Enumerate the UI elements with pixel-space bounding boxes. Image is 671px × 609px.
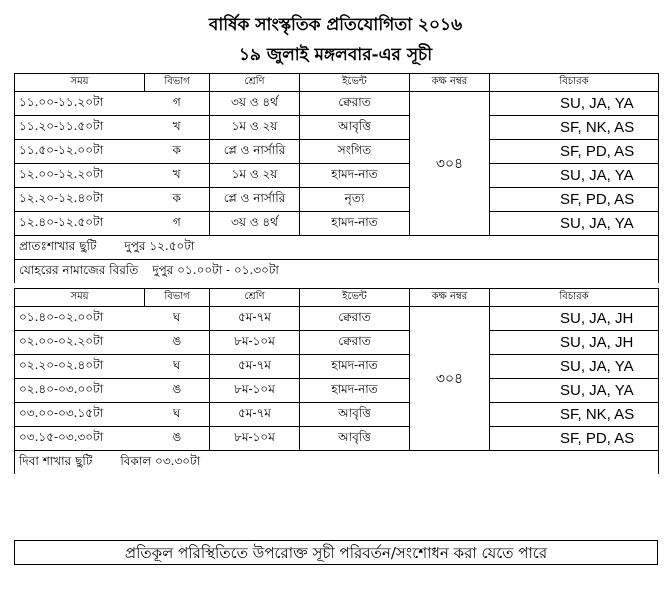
judges-cell: SF, NK, AS [490,403,659,427]
break-time: বিকাল ০৩.৩০টা [120,453,201,468]
table-row [15,212,659,236]
table-row [15,140,659,164]
header-time: সময় [15,74,145,92]
judges-cell: SU, JA, YA [490,379,659,403]
break-time: দুপুর ১২.৫০টা [124,238,195,253]
header-room: কক্ষ নম্বর [410,74,490,92]
class-cell: ৫ম-৭ম [210,355,300,379]
judges-cell: SU, JA, YA [490,212,659,236]
judges-cell: SU, JA, JH [490,331,659,355]
morning-schedule-table [14,73,659,283]
division-cell: গ [145,212,210,236]
time-cell: ০১.৪০-০২.০০টা [15,307,145,331]
judges-cell: SF, PD, AS [490,140,659,164]
division-cell: ক [145,140,210,164]
event-cell: ক্বেরাত [300,331,410,355]
table-row [15,164,659,188]
event-cell: আবৃত্তি [300,116,410,140]
division-cell: খ [145,116,210,140]
judges-cell: SU, JA, JH [490,307,659,331]
afternoon-schedule-table [14,288,659,474]
table-row [15,116,659,140]
header-class: শ্রেণি [210,289,300,307]
time-cell: ১১.৫০-১২.০০টা [15,140,145,164]
room-cell: ৩০৪ [410,307,490,451]
prayer-break-cell [15,260,659,284]
division-cell: গ [145,92,210,116]
break-row [15,236,659,260]
judges-cell: SF, PD, AS [490,427,659,451]
table-row [15,427,659,451]
header-time: সময় [15,289,145,307]
prayer-break-time: দুপুর ০১.০০টা - ০১.৩০টা [152,262,279,277]
break-label: দিবা শাখার ছুটি [19,453,93,468]
table-header-row [15,74,659,92]
class-cell: ১ম ও ২য় [210,116,300,140]
division-cell: ঘ [145,355,210,379]
header-judges: বিচারক [490,289,659,307]
time-cell: ০২.০০-০২.২০টা [15,331,145,355]
event-cell: আবৃত্তি [300,427,410,451]
document-title: বার্ষিক সাংস্কৃতিক প্রতিযোগিতা ২০১৬ [208,15,463,35]
header-event: ইভেন্ট [300,289,410,307]
judges-cell: SF, PD, AS [490,188,659,212]
time-cell: ১১.০০-১১.২০টা [15,92,145,116]
time-cell: ১২.২০-১২.৪০টা [15,188,145,212]
event-cell: নৃত্য [300,188,410,212]
prayer-break-label: যোহরের নামাজের বিরতি [19,262,139,277]
event-cell: হামদ-নাত [300,212,410,236]
table-row [15,307,659,331]
division-cell: ঘ [145,307,210,331]
class-cell: ১ম ও ২য় [210,164,300,188]
event-cell: হামদ-নাত [300,355,410,379]
table-row [15,331,659,355]
event-cell: সংগিত [300,140,410,164]
division-cell: ঘ [145,403,210,427]
time-cell: ০২.৪০-০৩.০০টা [15,379,145,403]
class-cell: প্লে ও নার্সারি [210,188,300,212]
class-cell: ৩য় ও ৪র্থ [210,212,300,236]
event-cell: ক্বেরাত [300,92,410,116]
table-header-row [15,289,659,307]
class-cell: ৫ম-৭ম [210,307,300,331]
event-cell: ক্বেরাত [300,307,410,331]
division-cell: খ [145,164,210,188]
break-row [15,451,659,475]
time-cell: ১২.০০-১২.২০টা [15,164,145,188]
class-cell: ৮ম-১০ম [210,379,300,403]
class-cell: প্লে ও নার্সারি [210,140,300,164]
document-subtitle: ১৯ জুলাই মঙ্গলবার-এর সূচী [238,45,433,65]
header-room: কক্ষ নম্বর [410,289,490,307]
table-row [15,355,659,379]
time-cell: ১১.২০-১১.৫০টা [15,116,145,140]
time-cell: ০৩.১৫-০৩.৩০টা [15,427,145,451]
table-row [15,403,659,427]
time-cell: ১২.৪০-১২.৫০টা [15,212,145,236]
judges-cell: SU, JA, YA [490,355,659,379]
class-cell: ৩য় ও ৪র্থ [210,92,300,116]
header-judges: বিচারক [490,74,659,92]
prayer-break-row [15,260,659,284]
header-division: বিভাগ [145,74,210,92]
break-cell [15,451,659,475]
footer-note: প্রতিকূল পরিস্থিতিতে উপরোক্ত সূচী পরিবর্তন/সংশোধন করা যেতে পারে [14,540,658,565]
header-event: ইভেন্ট [300,74,410,92]
division-cell: ঙ [145,379,210,403]
division-cell: ঙ [145,427,210,451]
judges-cell: SU, JA, YA [490,164,659,188]
header-division: বিভাগ [145,289,210,307]
class-cell: ৮ম-১০ম [210,331,300,355]
break-cell [15,236,659,260]
table-row [15,92,659,116]
break-label: প্রাতঃশাখার ছুটি [19,238,97,253]
event-cell: আবৃত্তি [300,403,410,427]
class-cell: ৫ম-৭ম [210,403,300,427]
room-cell: ৩০৪ [410,92,490,236]
class-cell: ৮ম-১০ম [210,427,300,451]
table-row [15,188,659,212]
judges-cell: SF, NK, AS [490,116,659,140]
table-row [15,379,659,403]
time-cell: ০২.২০-০২.৪০টা [15,355,145,379]
judges-cell: SU, JA, YA [490,92,659,116]
division-cell: ক [145,188,210,212]
division-cell: ঙ [145,331,210,355]
header-class: শ্রেণি [210,74,300,92]
event-cell: হামদ-নাত [300,164,410,188]
time-cell: ০৩.০০-০৩.১৫টা [15,403,145,427]
event-cell: হামদ-নাত [300,379,410,403]
